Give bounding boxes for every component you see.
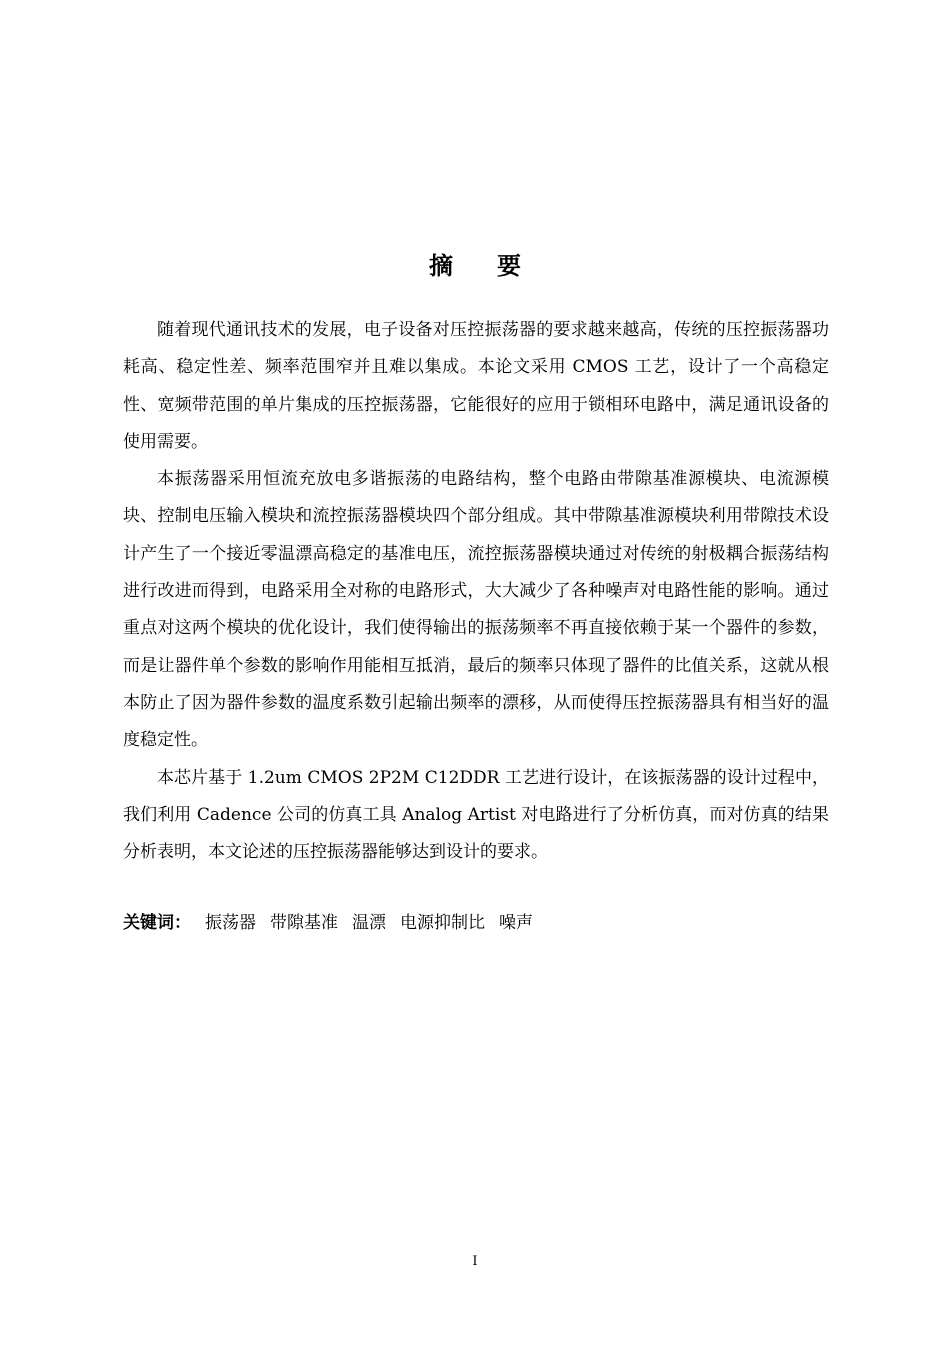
keywords-label: 关键词： [123, 913, 191, 933]
abstract-paragraph-3: 本芯片基于 1.2um CMOS 2P2M C12DDR 工艺进行设计，在该振荡器的设计过程中，我们利用 Cadence 公司的仿真工具 Analog Artist 对电路进行了分析仿真，而对仿真的结果分析表明，本文论述的压控振荡器能够达到设计的要求。 [123, 767, 829, 863]
abstract-body [123, 312, 829, 871]
keyword-item: 振荡器 [205, 913, 256, 933]
keywords-line [123, 908, 547, 938]
abstract-paragraph-2: 本振荡器采用恒流充放电多谐振荡的电路结构，整个电路由带隙基准源模块、电流源模块、控制电压输入模块和流控振荡器模块四个部分组成。其中带隙基准源模块利用带隙技术设计产生了一个接近零温漂高稳定的基准电压，流控振荡器模块通过对传统的射极耦合振荡结构进行改进而得到，电路采用全对称的电路形式，大大减少了各种噪声对电路性能的影响。通过重点对这两个模块的优化设计，我们使得输出的振荡频率不再直接依赖于某一个器件的参数，而是让器件单个参数的影响作用能相互抵消，最后的频率只体现了器件的比值关系，这就从根本防止了因为器件参数的温度系数引起输出频率的漂移，从而使得压控振荡器具有相当好的温度稳定性。 [123, 469, 829, 751]
keyword-item: 带隙基准 [270, 913, 338, 933]
keyword-item: 电源抑制比 [400, 913, 485, 933]
page-number: I [472, 1254, 478, 1269]
abstract-title: 摘要 [429, 252, 565, 280]
keyword-item: 噪声 [499, 913, 533, 933]
abstract-paragraph-1: 随着现代通讯技术的发展，电子设备对压控振荡器的要求越来越高，传统的压控振荡器功耗高、稳定性差、频率范围窄并且难以集成。本论文采用 CMOS 工艺，设计了一个高稳定性、宽频带范围的单片集成的压控振荡器，它能很好的应用于锁相环电路中，满足通讯设备的使用需要。 [123, 320, 829, 452]
keyword-item: 温漂 [352, 913, 386, 933]
